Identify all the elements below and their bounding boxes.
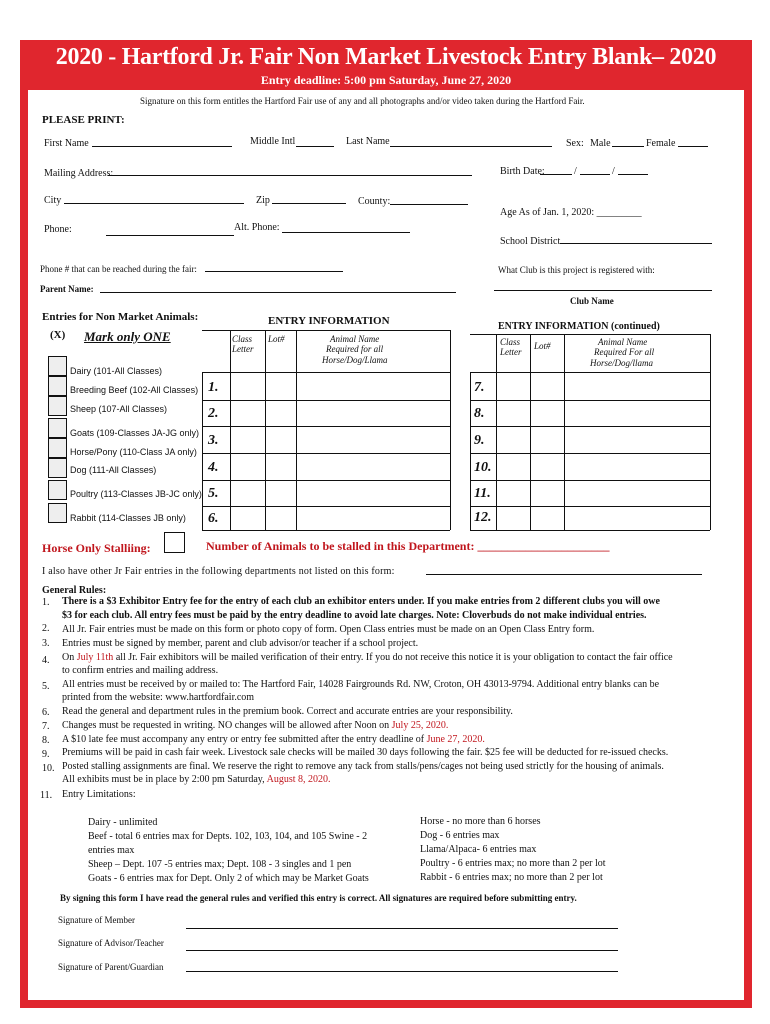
rule-text: All Jr. Fair entries must be made on this form or photo copy of form. Open Class entries must be made on an Open Class Entry form. [62, 624, 595, 635]
rule-text: There is a $3 Exhibitor Entry fee for the entry of each club an exhibitor enters under. If you make entries from 2 different clubs you will owe [62, 596, 660, 607]
class-letter-header: Letter [232, 344, 254, 354]
signature-notice: Signature on this form entitles the Hartford Fair use of any and all photographs and/or video taken during the Hartford Fair. [140, 96, 585, 106]
non-market-heading: Entries for Non Market Animals: [42, 311, 199, 323]
animal-name-header: Required For all [594, 347, 655, 357]
animal-name-header: Horse/Dog/llama [590, 358, 653, 368]
rule-text: printed from the website: www.hartfordfair.com [62, 692, 255, 703]
birth-date-label: Birth Date: [500, 166, 545, 177]
last-name-field[interactable] [390, 146, 552, 147]
county-field[interactable] [390, 204, 468, 205]
male-label: Male [590, 138, 611, 149]
entry-row-number: 9. [474, 433, 485, 448]
advisor-signature-label: Signature of Advisor/Teacher [58, 938, 164, 948]
limit-item: Dog - 6 entries max [420, 830, 500, 841]
dairy-checkbox[interactable] [48, 356, 67, 376]
animal-name-header: Animal Name [598, 337, 648, 347]
phone-field[interactable] [106, 235, 234, 236]
rule-text: A $10 late fee must accompany any entry or entry fee submitted after the entry deadline of [62, 734, 427, 745]
other-entries-label: I also have other Jr Fair entries in the following departments not listed on this form: [42, 566, 395, 577]
parent-name-label: Parent Name: [40, 284, 94, 294]
animal-option-label: Dog (111-All Classes) [70, 465, 157, 475]
animal-option-label: Breeding Beef (102-All Classes) [70, 385, 199, 395]
animal-option-label: Sheep (107-All Classes) [70, 404, 168, 414]
entry-row-number: 12. [474, 510, 492, 525]
mark-one-instruction: Mark only ONE [84, 329, 171, 344]
birth-day-field[interactable] [580, 174, 610, 175]
female-label: Female [646, 138, 676, 149]
lot-header: Lot# [534, 341, 551, 351]
goats-checkbox[interactable] [48, 418, 67, 438]
rule-text: Premiums will be paid in cash fair week. Livestock sale checks will be mailed 30 days following the fair. $25 fee will be deducted for re-issued checks. [62, 747, 669, 758]
limit-item: Sheep – Dept. 107 -5 entries max; Dept. 108 - 3 singles and 1 pen [88, 859, 352, 870]
horse-pony-checkbox[interactable] [48, 438, 67, 458]
club-name-field[interactable] [494, 290, 712, 291]
exhibits-in-place-date: August 8, 2020. [266, 774, 331, 785]
first-name-label: First Name [44, 138, 89, 149]
sheep-checkbox[interactable] [48, 396, 67, 416]
entry-row-number: 4. [208, 460, 219, 475]
rule-number: 1. [42, 597, 50, 608]
city-label: City [44, 195, 62, 206]
change-deadline-date: July 25, 2020. [391, 720, 449, 731]
entry-row-number: 8. [474, 406, 485, 421]
entry-row-number: 11. [474, 486, 491, 501]
late-fee-date: June 27, 2020. [426, 734, 485, 745]
advisor-signature-field[interactable] [186, 950, 618, 951]
x-column-label: (X) [50, 329, 66, 341]
limit-item: Llama/Alpaca- 6 entries max [420, 844, 537, 855]
rule-text: Posted stalling assignments are final. We reserve the right to remove any tack from stalls/pens/cages not being used strictly for the housing of animals. [62, 761, 664, 772]
limit-item: Poultry - 6 entries max; no more than 2 per lot [420, 858, 606, 869]
frame-right-border [744, 40, 752, 1008]
zip-field[interactable] [272, 203, 346, 204]
entry-row-number: 2. [208, 406, 219, 421]
class-letter-header: Letter [500, 347, 522, 357]
first-name-field[interactable] [92, 146, 232, 147]
rule-text [62, 773, 331, 786]
rule-number: 3. [42, 638, 50, 649]
breeding-beef-checkbox[interactable] [48, 376, 67, 396]
rule-number: 9. [42, 749, 50, 760]
sex-label: Sex: [566, 138, 584, 149]
animal-option-label: Rabbit (114-Classes JB only) [70, 513, 186, 523]
dog-checkbox[interactable] [48, 458, 67, 478]
frame-left-border [20, 40, 28, 1008]
animal-name-header: Horse/Dog/Llama [322, 355, 388, 365]
rule-text: Entry Limitations: [62, 789, 136, 800]
rule-number: 6. [42, 707, 50, 718]
entry-row-number: 3. [208, 433, 219, 448]
horse-stalling-checkbox[interactable] [164, 532, 185, 553]
alt-phone-label: Alt. Phone: [234, 222, 280, 233]
mailing-address-field[interactable] [108, 175, 472, 176]
entry-info-continued-heading: ENTRY INFORMATION (continued) [498, 321, 660, 332]
poultry-checkbox[interactable] [48, 480, 67, 500]
limit-item: Beef - total 6 entries max for Depts. 102, 103, 104, and 105 Swine - 2 [88, 831, 368, 842]
male-field[interactable] [612, 146, 644, 147]
rule-number: 2. [42, 623, 50, 634]
middle-initial-field[interactable] [296, 146, 334, 147]
rule-number: 8. [42, 735, 50, 746]
rule-text: All entries must be received by or mailed to: The Hartford Fair, 14028 Fairgrounds Rd. NW, Croton, OH 43013-9794. Additional entry blanks can be [62, 679, 660, 690]
city-field[interactable] [64, 203, 244, 204]
school-district-label: School District [500, 236, 561, 247]
animal-name-header: Required for all [326, 344, 384, 354]
general-rules-heading: General Rules: [42, 585, 107, 596]
stalled-count-field[interactable]: Number of Animals to be stalled in this Department: ______________________ [206, 539, 610, 553]
parent-name-field[interactable] [100, 292, 456, 293]
entry-deadline: Entry deadline: 5:00 pm Saturday, June 27, 2020 [260, 73, 512, 87]
entry-row-number: 1. [208, 380, 219, 395]
school-district-field[interactable] [560, 243, 712, 244]
rule-text: $3 for each club. All entry fees must be paid by the entry deadline to avoid late charges. Note: Cloverbuds do not make individual entries. [62, 610, 647, 621]
age-as-of-field[interactable]: Age As of Jan. 1, 2020: _________ [500, 207, 642, 218]
entry-row-number: 5. [208, 486, 219, 501]
member-signature-label: Signature of Member [58, 915, 135, 925]
club-name-label: Club Name [570, 296, 614, 306]
rule-text: all Jr. Fair exhibitors will be mailed verification of their entry. If you do not receive this notice it is your obligation to contact the fair office [113, 652, 673, 663]
member-signature-field[interactable] [186, 928, 618, 929]
rule-number: 5. [42, 681, 50, 692]
limit-item: Horse - no more than 6 horses [420, 816, 541, 827]
rule-text: On [62, 652, 77, 663]
entry-row-number: 6. [208, 511, 219, 526]
lot-header: Lot# [268, 334, 285, 344]
date-separator: / [574, 166, 577, 177]
club-question-label: What Club is this project is registered with: [498, 265, 655, 275]
parent-signature-label: Signature of Parent/Guardian [58, 962, 164, 972]
mailing-address-label: Mailing Address: [44, 168, 114, 179]
class-letter-header: Class [232, 334, 253, 344]
female-field[interactable] [678, 146, 708, 147]
county-label: County: [358, 196, 391, 207]
rule-text [62, 719, 448, 732]
rule-number: 4. [42, 655, 50, 666]
animal-option-label: Goats (109-Classes JA-JG only) [70, 428, 200, 438]
other-entries-field[interactable] [426, 574, 702, 575]
rule-text: Read the general and department rules in the premium book. Correct and accurate entries are your responsibility. [62, 706, 513, 717]
last-name-label: Last Name [346, 136, 390, 147]
alt-phone-field[interactable] [282, 232, 410, 233]
reach-phone-label: Phone # that can be reached during the fair: [40, 264, 197, 274]
limit-item: Dairy - unlimited [88, 817, 158, 828]
rule-text: to confirm entries and mailing address. [62, 665, 219, 676]
reach-phone-field[interactable] [205, 271, 343, 272]
limit-item: Rabbit - 6 entries max; no more than 2 per lot [420, 872, 603, 883]
rule-text [62, 651, 673, 664]
rule-number: 11. [40, 790, 53, 801]
class-letter-header: Class [500, 337, 521, 347]
rabbit-checkbox[interactable] [48, 503, 67, 523]
rule-text: All exhibits must be in place by 2:00 pm Saturday, [62, 774, 267, 785]
signature-agreement: By signing this form I have read the general rules and verified this entry is correct. All signatures are required before submitting entry. [60, 893, 577, 903]
zip-label: Zip [256, 195, 270, 206]
rule-number: 7. [42, 721, 50, 732]
parent-signature-field[interactable] [186, 971, 618, 972]
phone-label: Phone: [44, 224, 72, 235]
limit-item: Goats - 6 entries max for Dept. Only 2 of which may be Market Goats [88, 873, 369, 884]
rule-text: Entries must be signed by member, parent and club advisor/or teacher if a school project. [62, 638, 419, 649]
please-print-label: PLEASE PRINT: [42, 114, 125, 126]
rule-text [62, 733, 485, 746]
birth-year-field[interactable] [618, 174, 648, 175]
date-separator: / [612, 166, 615, 177]
animal-name-header: Animal Name [330, 334, 380, 344]
entry-row-number: 7. [474, 380, 485, 395]
horse-stalling-label: Horse Only Stalliing: [42, 541, 151, 555]
animal-option-label: Dairy (101-All Classes) [70, 366, 163, 376]
birth-month-field[interactable] [540, 174, 572, 175]
verification-date: July 11th [76, 652, 114, 663]
entry-info-heading: ENTRY INFORMATION [268, 315, 390, 327]
rule-text: Changes must be requested in writing. NO changes will be allowed after Noon on [62, 720, 392, 731]
animal-option-label: Horse/Pony (110-Class JA only) [70, 447, 197, 457]
middle-initial-label: Middle Intl [250, 136, 296, 147]
entry-row-number: 10. [474, 460, 492, 475]
limit-item: entries max [88, 845, 135, 856]
rule-number: 10. [42, 763, 55, 774]
page-title: 2020 - Hartford Jr. Fair Non Market Livestock Entry Blank– 2020 [55, 44, 717, 70]
animal-option-label: Poultry (113-Classes JB-JC only) [70, 489, 202, 499]
frame-bottom-border [20, 1000, 752, 1008]
